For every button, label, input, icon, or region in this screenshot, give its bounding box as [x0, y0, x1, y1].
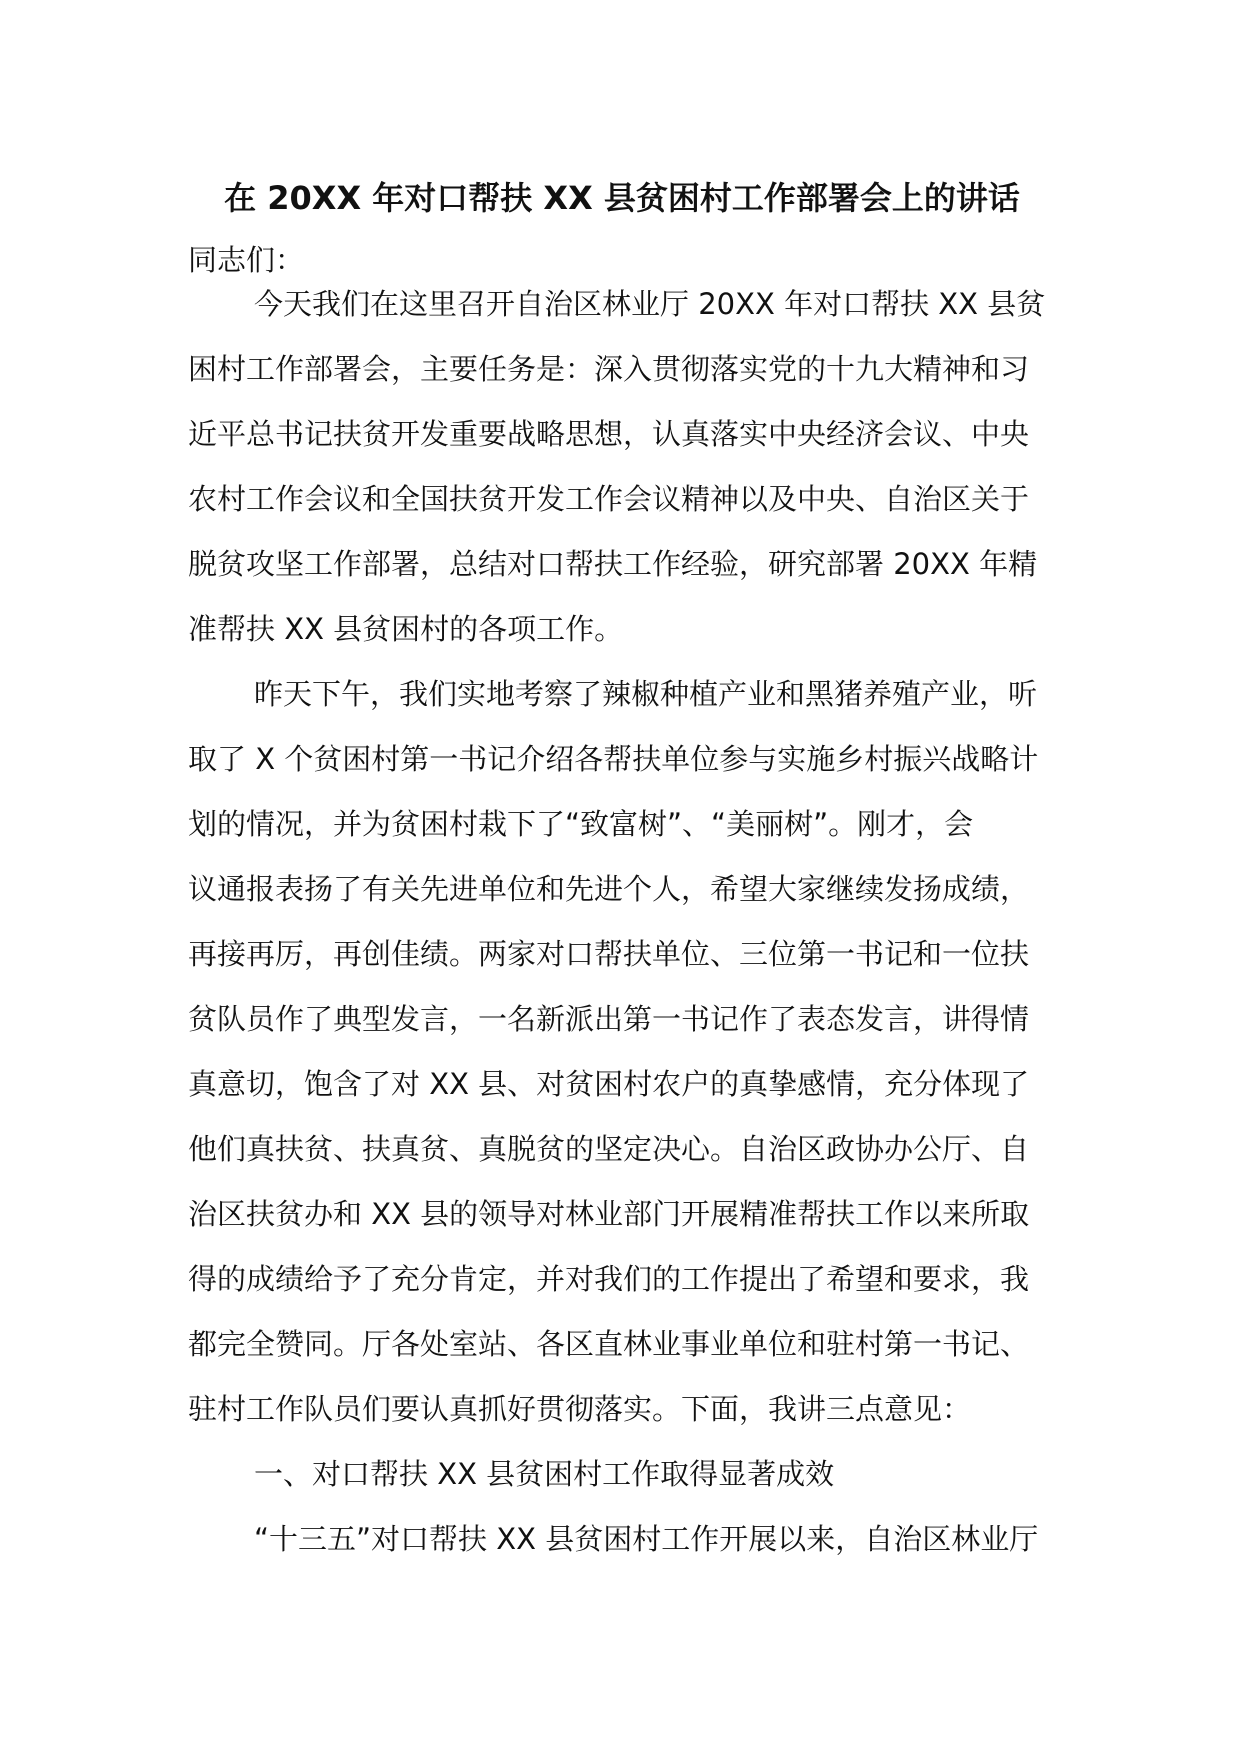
paragraph-intro — [188, 272, 1056, 662]
text-line: 都完全赞同。厅各处室站、各区直林业事业单位和驻村第一书记、 — [188, 1327, 1030, 1361]
paragraph-section-1 — [188, 1507, 1056, 1572]
text-line: 今天我们在这里召开自治区林业厅 20XX 年对口帮扶 XX 县贫 — [254, 287, 1046, 321]
text-line: 困村工作部署会，主要任务是：深入贯彻落实党的十九大精神和习 — [188, 352, 1030, 386]
text-line: 近平总书记扶贫开发重要战略思想，认真落实中央经济会议、中央 — [188, 417, 1030, 451]
text-line: 驻村工作队员们要认真抓好贯彻落实。下面，我讲三点意见： — [188, 1392, 972, 1426]
section-heading-1 — [188, 1442, 1056, 1507]
text-line: 准帮扶 XX 县贫困村的各项工作。 — [188, 612, 624, 646]
text-line: 昨天下午，我们实地考察了辣椒种植产业和黑猪养殖产业，听 — [254, 677, 1038, 711]
document-title: 在 20XX 年对口帮扶 XX 县贫困村工作部署会上的讲话 — [224, 179, 1020, 217]
text-line: 议通报表扬了有关先进单位和先进个人，希望大家继续发扬成绩， — [188, 872, 1030, 906]
text-line: 治区扶贫办和 XX 县的领导对林业部门开展精准帮扶工作以来所取 — [188, 1197, 1030, 1231]
text-line: 划的情况，并为贫困村栽下了“致富树”、“美丽树”。刚才，会 — [188, 807, 974, 841]
text-line: 脱贫攻坚工作部署，总结对口帮扶工作经验，研究部署 20XX 年精 — [188, 547, 1038, 581]
text-line: 农村工作会议和全国扶贫开发工作会议精神以及中央、自治区关于 — [188, 482, 1030, 516]
text-line: 得的成绩给予了充分肯定，并对我们的工作提出了希望和要求，我 — [188, 1262, 1030, 1296]
section-heading-text: 一、对口帮扶 XX 县贫困村工作取得显著成效 — [254, 1457, 835, 1491]
text-line: 再接再厉，再创佳绩。两家对口帮扶单位、三位第一书记和一位扶 — [188, 937, 1030, 971]
text-line: 真意切，饱含了对 XX 县、对贫困村农户的真挚感情，充分体现了 — [188, 1067, 1030, 1101]
text-line: 取了 X 个贫困村第一书记介绍各帮扶单位参与实施乡村振兴战略计 — [188, 742, 1039, 776]
text-line: 贫队员作了典型发言，一名新派出第一书记作了表态发言，讲得情 — [188, 1002, 1030, 1036]
text-line: 他们真扶贫、扶真贫、真脱贫的坚定决心。自治区政协办公厅、自 — [188, 1132, 1030, 1166]
text-line: “十三五”对口帮扶 XX 县贫困村工作开展以来，自治区林业厅 — [254, 1522, 1039, 1556]
paragraph-review — [188, 662, 1056, 1442]
greeting: 同志们： — [188, 243, 305, 277]
